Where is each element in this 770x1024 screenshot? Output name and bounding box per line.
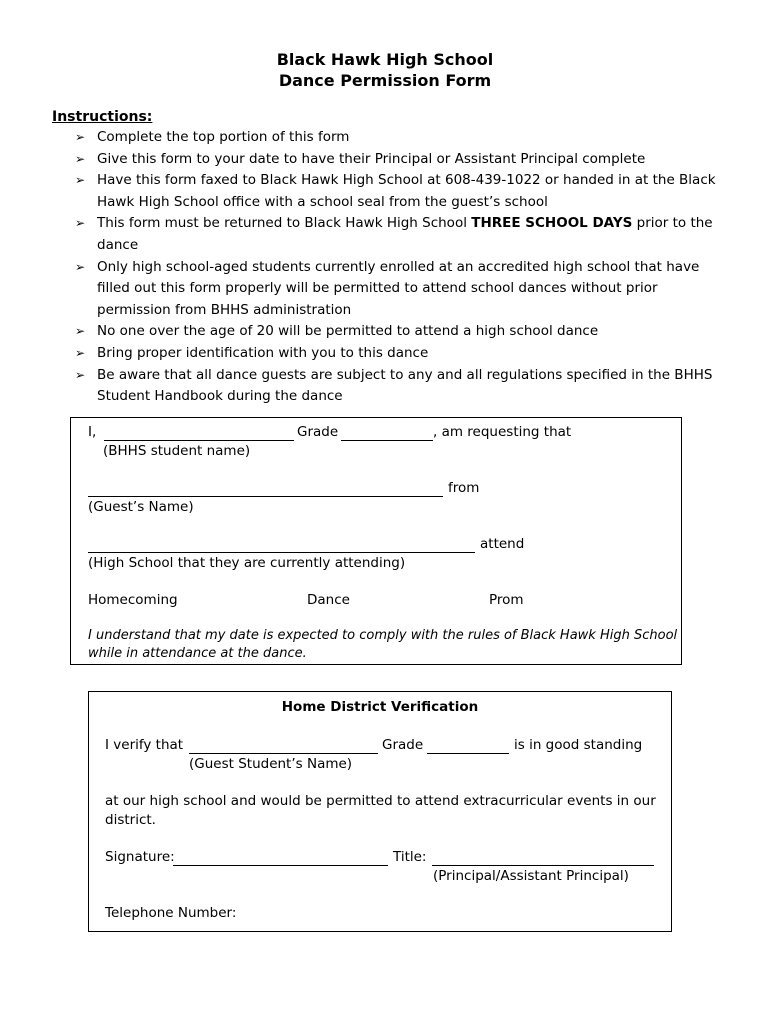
student-name-caption: (BHHS student name) xyxy=(103,443,251,459)
telephone-label: Telephone Number: xyxy=(105,905,237,921)
arrow-bullet-icon: ➢ xyxy=(75,173,86,188)
option-prom[interactable]: Prom xyxy=(489,592,524,608)
guest-name-field[interactable] xyxy=(88,480,443,497)
arrow-bullet-icon: ➢ xyxy=(75,130,86,144)
signature-field[interactable] xyxy=(173,849,388,866)
guest-school-field[interactable] xyxy=(88,536,475,553)
list-item: ➢ Have this form faxed to Black Hawk High School at 608-439-1022 or handed in at the Black Hawk High School office with a school seal from the guest’s school xyxy=(75,172,716,210)
agreement-text-2: while in attendance at the dance. xyxy=(88,646,307,661)
guest-name-caption: (Guest’s Name) xyxy=(88,499,194,515)
i-label: I, xyxy=(88,424,97,440)
list-item: ➢ Complete the top portion of this form xyxy=(97,127,716,149)
guest-grade-field[interactable] xyxy=(427,737,509,754)
verify-grade-label: Grade xyxy=(382,737,424,753)
permit-text-2: district. xyxy=(105,812,156,828)
attend-label: attend xyxy=(480,536,525,552)
student-name-field[interactable] xyxy=(104,424,294,441)
school-name: Black Hawk High School xyxy=(276,50,494,69)
guest-student-caption: (Guest Student’s Name) xyxy=(189,756,353,772)
title-caption: (Principal/Assistant Principal) xyxy=(433,868,629,884)
requesting-label: , am requesting that xyxy=(433,424,572,440)
guest-student-name-field[interactable] xyxy=(189,737,378,754)
guest-school-caption: (High School that they are currently attending) xyxy=(88,555,406,571)
verification-heading: Home District Verification xyxy=(281,699,479,715)
title-field[interactable] xyxy=(432,849,654,866)
list-item: ➢ Give this form to your date to have their Principal or Assistant Principal complete xyxy=(97,149,716,171)
option-homecoming[interactable]: Homecoming xyxy=(88,592,178,608)
arrow-bullet-icon: ➢ xyxy=(75,151,86,166)
grade-label: Grade xyxy=(297,424,339,440)
signature-label: Signature: xyxy=(105,849,175,865)
instructions-heading: Instructions: xyxy=(52,109,153,125)
list-item: ➢ No one over the age of 20 will be permitted to attend a high school dance xyxy=(97,321,716,343)
form-title: Dance Permission Form xyxy=(278,71,492,90)
verify-label: I verify that xyxy=(105,737,184,753)
list-item: ➢ Be aware that all dance guests are subject to any and all regulations specified in the BHHS Student Handbook during the dance xyxy=(75,366,713,405)
arrow-bullet-icon: ➢ xyxy=(75,216,86,231)
arrow-bullet-icon: ➢ xyxy=(75,324,86,339)
list-item: ➢ This form must be returned to Black Hawk High School THREE SCHOOL DAYS prior to the dance xyxy=(75,215,713,253)
list-item: ➢ Only high school-aged students currently enrolled at an accredited high school that have filled out this form properly will be permitted to attend school dances without prior permission from BHHS administration xyxy=(75,258,700,318)
arrow-bullet-icon: ➢ xyxy=(75,259,86,274)
standing-label: is in good standing xyxy=(514,737,643,753)
agreement-text-1: I understand that my date is expected to comply with the rules of Black Hawk High School xyxy=(88,628,678,643)
arrow-bullet-icon: ➢ xyxy=(75,345,86,360)
option-dance[interactable]: Dance xyxy=(307,592,350,608)
list-item: ➢ Bring proper identification with you to this dance xyxy=(97,343,716,365)
instructions-list xyxy=(75,127,716,408)
arrow-bullet-icon: ➢ xyxy=(75,367,86,382)
permit-text-1: at our high school and would be permitted to attend extracurricular events in our xyxy=(105,793,656,809)
from-label: from xyxy=(448,480,480,496)
verification-section xyxy=(88,691,672,932)
student-grade-field[interactable] xyxy=(341,424,433,441)
title-label: Title: xyxy=(393,849,427,865)
